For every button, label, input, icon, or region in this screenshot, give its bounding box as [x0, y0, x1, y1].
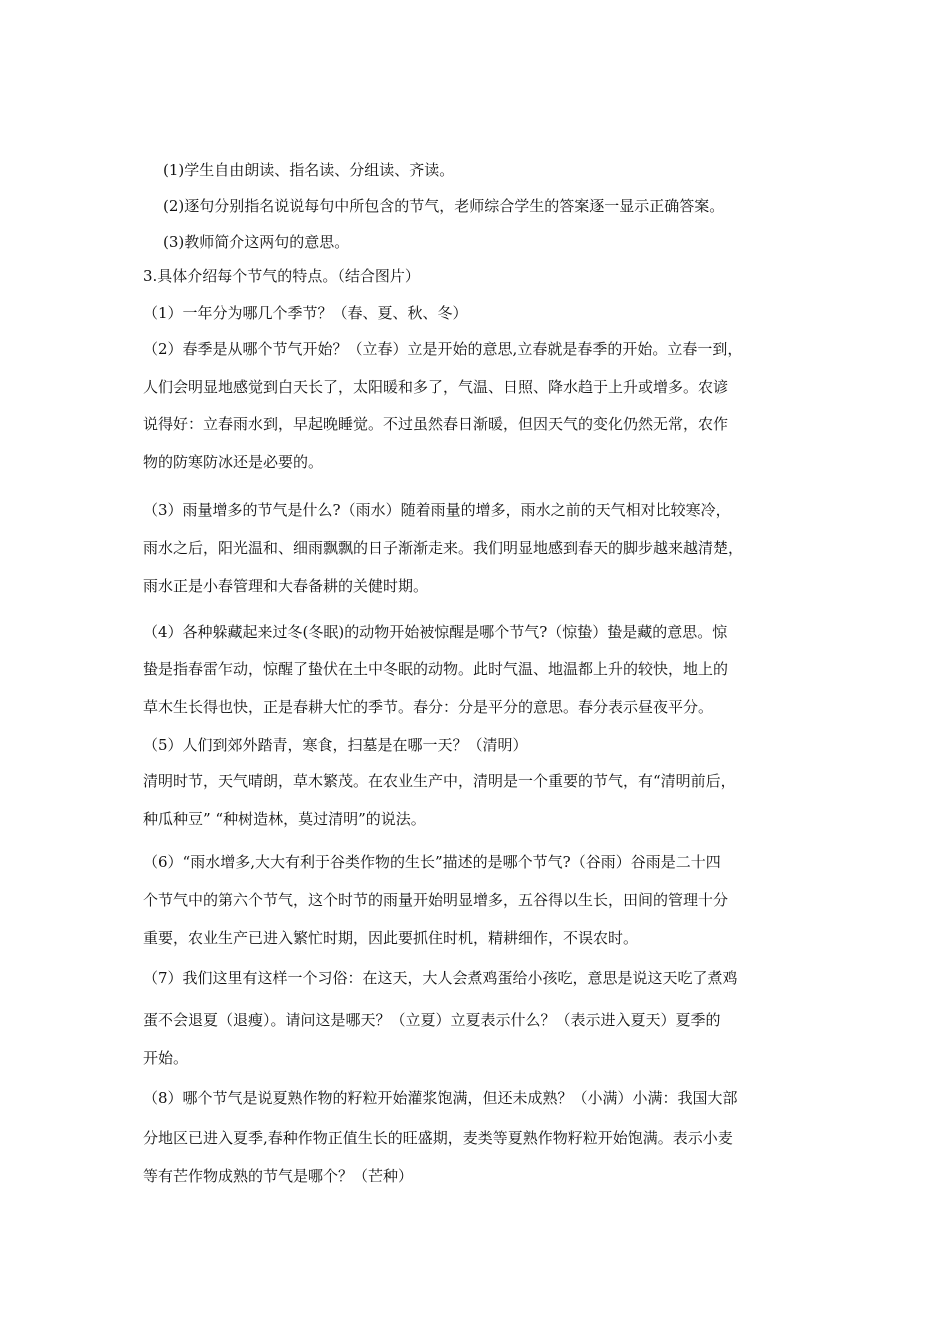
text-line: （8）哪个节气是说夏熟作物的籽粒开始灌浆饱满，但还未成熟？（小满）小满：我国大部 — [143, 1089, 738, 1107]
text-line: 雨水之后，阳光温和、细雨飘飘的日子渐渐走来。我们明显地感到春天的脚步越来越清楚， — [143, 539, 744, 557]
text-line: (1)学生自由朗读、指名读、分组读、齐读。 — [163, 161, 455, 179]
text-line: 蛰是指春雷乍动，惊醒了蛰伏在土中冬眠的动物。此时气温、地温都上升的较快，地上的 — [143, 660, 729, 678]
text-line: （6）“雨水增多,大大有利于谷类作物的生长”描述的是哪个节气?（谷雨）谷雨是二十四 — [143, 853, 721, 871]
text-line: （3）雨量增多的节气是什么?（雨水）随着雨量的增多，雨水之前的天气相对比较寒冷， — [143, 501, 731, 519]
text-line: （1）一年分为哪几个季节？（春、夏、秋、冬） — [143, 304, 468, 322]
text-line: （4）各种躲藏起来过冬(冬眠)的动物开始被惊醒是哪个节气?（惊蛰）蛰是藏的意思。惊 — [143, 623, 728, 641]
text-line: （2）春季是从哪个节气开始？（立春）立是开始的意思,立春就是春季的开始。立春一到， — [143, 340, 743, 358]
text-line: 物的防寒防冰还是必要的。 — [143, 453, 324, 471]
text-line: 草木生长得也快，正是春耕大忙的季节。春分：分是平分的意思。春分表示昼夜平分。 — [143, 698, 714, 716]
text-line: (2)逐句分别指名说说每句中所包含的节气，老师综合学生的答案逐一显示正确答案。 — [163, 197, 725, 215]
text-line: （5）人们到郊外踏青，寒食，扫墓是在哪一天？（清明） — [143, 736, 528, 754]
text-line: 等有芒作物成熟的节气是哪个？（芒种） — [143, 1167, 414, 1185]
text-line: 分地区已进入夏季,春种作物正值生长的旺盛期，麦类等夏熟作物籽粒开始饱满。表示小麦 — [143, 1129, 733, 1147]
text-line: 人们会明显地感觉到白天长了，太阳暖和多了，气温、日照、降水趋于上升或增多。农谚 — [143, 378, 729, 396]
text-line: 重要，农业生产已进入繁忙时期，因此要抓住时机，精耕细作，不误农时。 — [143, 929, 639, 947]
text-line: 说得好：立春雨水到，早起晚睡觉。不过虽然春日渐暖，但因天气的变化仍然无常，农作 — [143, 415, 729, 433]
text-line: (3)教师简介这两句的意思。 — [163, 233, 350, 251]
text-line: 蛋不会退夏（退瘦）。请问这是哪天？（立夏）立夏表示什么？（表示进入夏天）夏季的 — [143, 1011, 721, 1029]
text-line: （7）我们这里有这样一个习俗：在这天，大人会煮鸡蛋给小孩吃，意思是说这天吃了煮鸡 — [143, 969, 738, 987]
section-heading: 3.具体介绍每个节气的特点。（结合图片） — [143, 267, 420, 285]
text-line: 种瓜种豆” “种树造林，莫过清明”的说法。 — [143, 810, 426, 828]
text-line: 开始。 — [143, 1049, 189, 1067]
text-line: 清明时节，天气晴朗，草木繁茂。在农业生产中，清明是一个重要的节气，有“清明前后， — [143, 772, 736, 790]
text-line: 个节气中的第六个节气，这个时节的雨量开始明显增多，五谷得以生长，田间的管理十分 — [143, 891, 729, 909]
text-line: 雨水正是小春管理和大春备耕的关健时期。 — [143, 577, 429, 595]
